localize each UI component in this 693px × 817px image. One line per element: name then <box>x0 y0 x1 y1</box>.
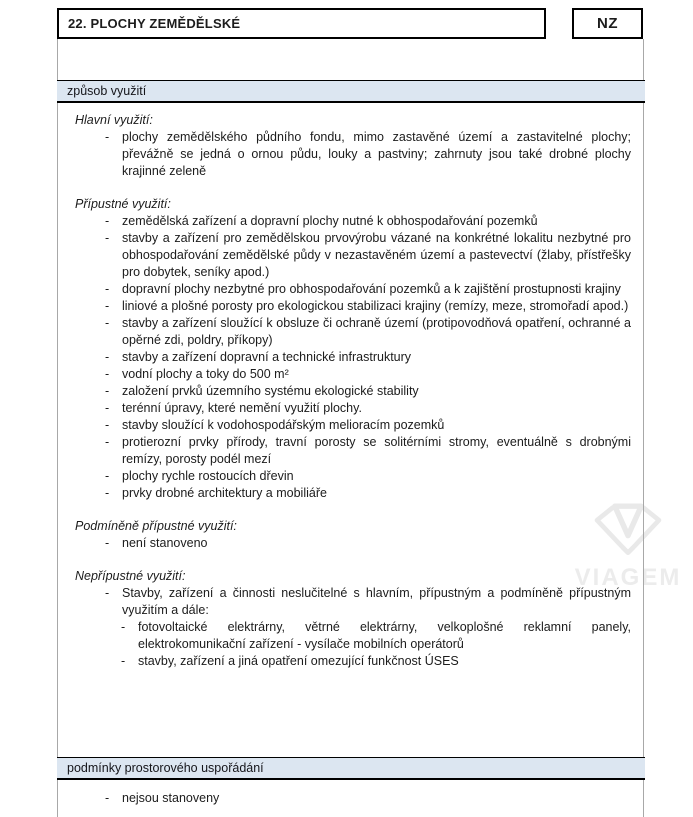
list-item <box>75 434 631 468</box>
list-item <box>75 129 631 180</box>
bullet-text: stavby sloužící k vodohospodářským melioracím pozemků <box>122 418 445 432</box>
bullet-text: není stanoveno <box>122 536 208 550</box>
section-list <box>75 129 631 180</box>
spatial-content <box>75 790 631 807</box>
bullet-dash: - <box>105 214 110 228</box>
bullet-text: stavby a zařízení sloužící k obsluze či ochraně území (protipovodňová opatření, ochranné a opěrné zdi, poldry, příkopy) <box>122 316 631 347</box>
spatial-band-label: podmínky prostorového uspořádání <box>67 761 264 775</box>
bullet-dash: - <box>105 401 110 415</box>
bullet-dash: - <box>105 299 110 313</box>
bullet-dash: - <box>105 536 110 550</box>
bullet-dash: - <box>105 418 110 432</box>
use-band <box>57 80 645 103</box>
bullet-dash: - <box>105 282 110 296</box>
list-item <box>75 653 631 670</box>
watermark-text: VIAGEM <box>574 564 682 591</box>
spatial-band <box>57 757 645 780</box>
use-content <box>75 106 631 670</box>
bullet-dash: - <box>105 469 110 483</box>
section-impermissible-use <box>75 568 631 670</box>
bullet-text: fotovoltaické elektrárny, větrné elektrárny, velkoplošné reklamní panely, elektrokomunikační zařízení - vysílače mobilních operátorů <box>138 620 631 651</box>
list-item <box>75 383 631 400</box>
section-heading: Nepřípustné využití: <box>75 569 186 583</box>
code-label: NZ <box>597 15 618 32</box>
section-list <box>75 213 631 502</box>
bullet-dash: - <box>105 791 110 805</box>
page-title: 22. PLOCHY ZEMĚDĚLSKÉ <box>68 16 241 31</box>
list-item <box>75 230 631 281</box>
list-item <box>75 585 631 619</box>
section-main-use <box>75 112 631 180</box>
bullet-dash: - <box>105 367 110 381</box>
bullet-text: zemědělská zařízení a dopravní plochy nutné k obhospodařování pozemků <box>122 214 538 228</box>
bullet-text: terénní úpravy, které nemění využití plochy. <box>122 401 362 415</box>
bullet-dash: - <box>121 620 126 634</box>
list-item <box>75 417 631 434</box>
list-item <box>75 315 631 349</box>
bullet-text: nejsou stanoveny <box>122 791 220 805</box>
list-item <box>75 366 631 383</box>
bullet-dash: - <box>121 654 126 668</box>
list-item <box>75 213 631 230</box>
bullet-text: dopravní plochy nezbytné pro obhospodařování pozemků a k zajištění prostupnosti krajiny <box>122 282 621 296</box>
section-permissible-use <box>75 196 631 502</box>
use-band-label: způsob využití <box>67 84 147 98</box>
list-item <box>75 400 631 417</box>
title-box <box>57 8 546 39</box>
section-conditional-use <box>75 518 631 552</box>
bullet-dash: - <box>105 586 110 600</box>
bullet-dash: - <box>105 350 110 364</box>
bullet-text: stavby a zařízení pro zemědělskou prvovýrobu vázané na konkrétné lokalitu nezbytné pro obhospodařování zemědělské půdy v nezastavěném území a pastevectví (žlaby, přístřešky pro dobytek, seníky apod.) <box>122 231 631 279</box>
bullet-dash: - <box>105 486 110 500</box>
section-list <box>75 535 631 552</box>
bullet-text: plochy zemědělského půdního fondu, mimo zastavěné území a zastavitelné plochy; převážně se jedná o ornou půdu, louky a pastviny; zahrnuty jsou také drobné plochy krajinné zeleně <box>122 130 631 178</box>
section-list <box>75 585 631 670</box>
bullet-text: vodní plochy a toky do 500 m² <box>122 367 289 381</box>
bullet-dash: - <box>105 316 110 330</box>
bullet-text: protierozní prvky přírody, travní porosty se solitérními stromy, eventuálně s drobnými remízy, porosty podél mezí <box>122 435 631 466</box>
list-item <box>75 790 631 807</box>
section-heading: Přípustné využití: <box>75 197 171 211</box>
bullet-text: liniové a plošné porosty pro ekologickou stabilizaci krajiny (remízy, meze, stromořadí apod.) <box>122 299 629 313</box>
bullet-text: plochy rychle rostoucích dřevin <box>122 469 294 483</box>
list-item <box>75 619 631 653</box>
section-list <box>75 790 631 807</box>
section-heading: Hlavní využití: <box>75 113 153 127</box>
list-item <box>75 349 631 366</box>
list-item <box>75 298 631 315</box>
list-item <box>75 535 631 552</box>
bullet-text: stavby, zařízení a jiná opatření omezující funkčnost ÚSES <box>138 654 459 668</box>
section-heading: Podmíněně přípustné využití: <box>75 519 237 533</box>
list-item <box>75 468 631 485</box>
bullet-text: stavby a zařízení dopravní a technické infrastruktury <box>122 350 412 364</box>
bullet-dash: - <box>105 130 110 144</box>
bullet-text: založení prvků územního systému ekologické stability <box>122 384 419 398</box>
list-item <box>75 485 631 502</box>
bullet-text: prvky drobné architektury a mobiliáře <box>122 486 327 500</box>
bullet-text: Stavby, zařízení a činnosti neslučitelné s hlavním, přípustným a podmíněně přípustným využitím a dále: <box>122 586 631 617</box>
bullet-dash: - <box>105 231 110 245</box>
code-box <box>572 8 643 39</box>
bullet-dash: - <box>105 384 110 398</box>
list-item <box>75 281 631 298</box>
bullet-dash: - <box>105 435 110 449</box>
